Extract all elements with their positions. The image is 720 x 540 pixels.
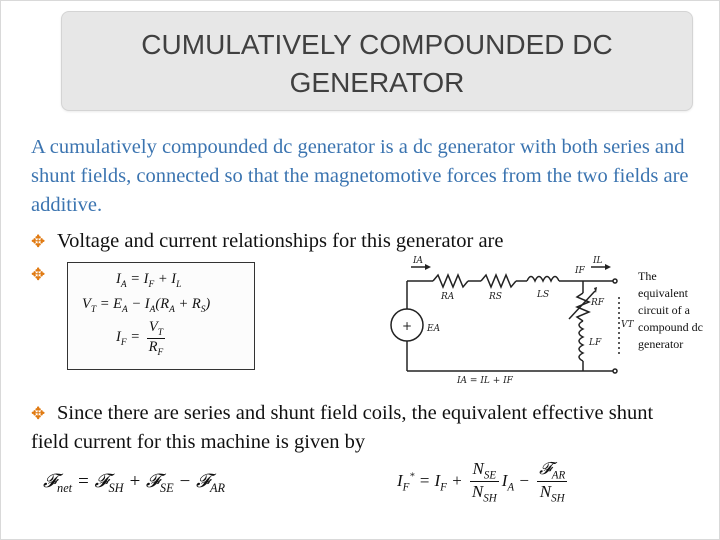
if-star-formula: $I_F^* = I_F$ + $\frac{N_{SE}}{N_{SH}}$ $I_A$ − $\frac{𝓕_{AR}}{N_{SH}}$	[397, 459, 566, 505]
circuit-caption: The equivalent circuit of a compound dc generator	[638, 269, 703, 351]
intro-paragraph: A cumulatively compounded dc generator is a dc generator with both series and shunt fields, connected so that the magnetomotive forces from the two fields are additive.	[31, 136, 689, 216]
equation-3: $I_F$ = $\frac{V_T}{R_F}$	[116, 319, 164, 358]
bullet-icon: ✥	[31, 265, 46, 284]
slide-title	[62, 26, 692, 102]
source-plus-icon: +	[402, 319, 413, 333]
label-rf: RF	[591, 298, 605, 308]
label-ra: RA	[441, 292, 455, 302]
label-il: IL	[593, 256, 603, 266]
title-line-1: CUMULATIVELY COMPOUNDED DC	[141, 29, 613, 60]
label-ls: LS	[537, 290, 550, 300]
bullet-text-1: Voltage and current relationships for this generator are	[57, 230, 504, 252]
equations-image	[67, 262, 255, 370]
label-rs: RS	[489, 292, 502, 302]
label-vt: VT	[621, 320, 634, 330]
bullet-item-3	[31, 399, 691, 456]
title-line-2: GENERATOR	[289, 67, 465, 98]
bullet-text-3: Since there are series and shunt field coils, the equivalent effective shunt field current for this machine is given by	[31, 402, 654, 453]
label-ia: IA	[413, 256, 424, 266]
bullet-icon: ✥	[31, 404, 46, 423]
equation-1: $I_A = I_F + I_L$	[116, 271, 182, 290]
label-bottom-current: IA = IL + IF	[457, 376, 513, 386]
equivalent-circuit-diagram	[391, 247, 634, 387]
equation-2: $V_T = E_A - I_A(R_A + R_S)$	[82, 296, 211, 315]
label-lf: LF	[589, 338, 602, 348]
fnet-formula: 𝓕$_{net}$ = 𝓕$_{SH}$ + 𝓕$_{SE}$ − 𝓕$_{AR}$	[43, 471, 226, 495]
bullet-item-2	[31, 260, 57, 289]
label-ea: EA	[427, 324, 441, 334]
title-box	[61, 11, 693, 111]
bullet-icon: ✥	[31, 232, 46, 251]
label-if-top: IF	[575, 266, 585, 276]
